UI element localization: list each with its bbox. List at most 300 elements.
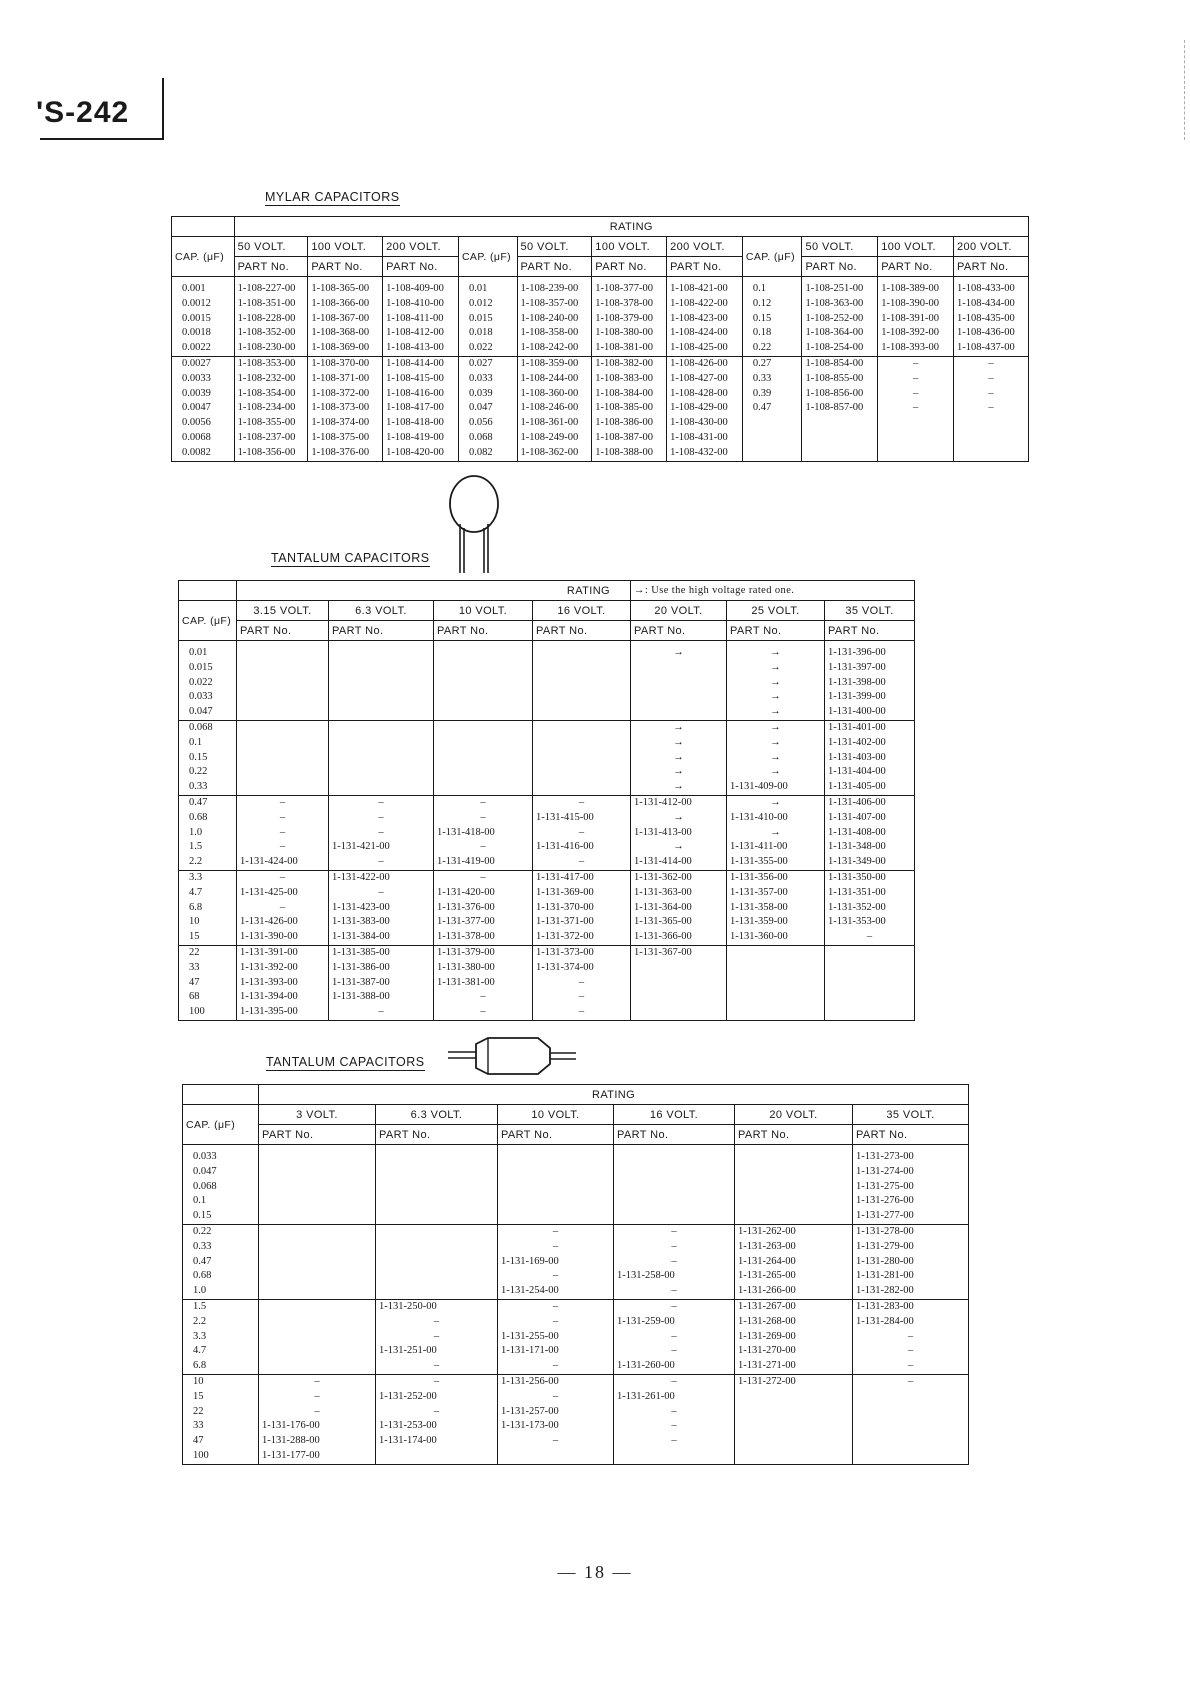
part-number: 1-108-362-00 bbox=[517, 446, 592, 461]
part-number: 1-131-369-00 bbox=[533, 886, 631, 901]
cap-value: 6.8 bbox=[183, 1359, 259, 1374]
cap-value: 0.0082 bbox=[172, 446, 235, 461]
volt-header: 35 VOLT. bbox=[853, 1105, 969, 1125]
part-number: 1-108-426-00 bbox=[667, 356, 743, 371]
part-number bbox=[237, 780, 329, 795]
cap-value: 0.1 bbox=[179, 736, 237, 751]
table-row bbox=[183, 1390, 969, 1405]
cap-value: 0.012 bbox=[458, 297, 517, 312]
part-number: – bbox=[853, 1374, 969, 1389]
part-no-header: PART No. bbox=[735, 1125, 853, 1145]
part-number: 1-131-253-00 bbox=[376, 1419, 498, 1434]
part-number bbox=[735, 1209, 853, 1224]
part-no-header: PART No. bbox=[727, 621, 825, 641]
part-number: 1-108-411-00 bbox=[383, 312, 459, 327]
table-row bbox=[172, 341, 1029, 356]
part-number: 1-131-284-00 bbox=[853, 1315, 969, 1330]
part-number bbox=[533, 780, 631, 795]
part-number: 1-108-410-00 bbox=[383, 297, 459, 312]
part-number bbox=[237, 765, 329, 780]
part-number: – bbox=[878, 372, 954, 387]
part-number bbox=[498, 1209, 614, 1224]
part-number: – bbox=[498, 1269, 614, 1284]
part-number: 1-108-390-00 bbox=[878, 297, 954, 312]
part-number: – bbox=[434, 1005, 533, 1020]
table-row bbox=[172, 446, 1029, 461]
part-number: – bbox=[498, 1359, 614, 1374]
table-row bbox=[172, 372, 1029, 387]
part-number: – bbox=[498, 1434, 614, 1449]
part-number: – bbox=[533, 976, 631, 991]
rating-row bbox=[183, 1085, 969, 1105]
part-number: 1-131-271-00 bbox=[735, 1359, 853, 1374]
part-number: 1-108-379-00 bbox=[592, 312, 667, 327]
table-row bbox=[183, 1419, 969, 1434]
part-number: – bbox=[498, 1224, 614, 1239]
part-number: 1-108-246-00 bbox=[517, 401, 592, 416]
part-number: 1-131-257-00 bbox=[498, 1405, 614, 1420]
cap-value: 0.68 bbox=[183, 1269, 259, 1284]
part-number: 1-131-403-00 bbox=[825, 751, 915, 766]
part-number: 1-108-376-00 bbox=[308, 446, 383, 461]
cap-value: 0.015 bbox=[458, 312, 517, 327]
volt-header: 10 VOLT. bbox=[434, 601, 533, 621]
part-number: 1-131-283-00 bbox=[853, 1299, 969, 1314]
part-number: – bbox=[878, 401, 954, 416]
cap-value: 0.33 bbox=[183, 1240, 259, 1255]
part-number: – bbox=[878, 387, 954, 402]
part-number: – bbox=[498, 1299, 614, 1314]
table-row bbox=[183, 1284, 969, 1299]
part-number bbox=[631, 705, 727, 720]
part-number: 1-131-421-00 bbox=[329, 840, 434, 855]
part-number bbox=[376, 1209, 498, 1224]
part-number: 1-131-173-00 bbox=[498, 1419, 614, 1434]
part-number: 1-108-380-00 bbox=[592, 326, 667, 341]
table-row bbox=[179, 945, 915, 960]
arrow-icon: → bbox=[727, 661, 825, 676]
part-number: 1-108-855-00 bbox=[802, 372, 878, 387]
part-number: 1-108-355-00 bbox=[234, 416, 308, 431]
part-number: 1-108-392-00 bbox=[878, 326, 954, 341]
part-number: 1-131-376-00 bbox=[434, 901, 533, 916]
part-number: 1-108-424-00 bbox=[667, 326, 743, 341]
part-number bbox=[237, 736, 329, 751]
part-number: 1-108-375-00 bbox=[308, 431, 383, 446]
table-row bbox=[183, 1449, 969, 1464]
part-number bbox=[735, 1390, 853, 1405]
part-no-header: PART No. bbox=[853, 1125, 969, 1145]
part-number: – bbox=[614, 1299, 735, 1314]
arrow-icon: → bbox=[631, 751, 727, 766]
part-number: 1-108-415-00 bbox=[383, 372, 459, 387]
part-number bbox=[259, 1194, 376, 1209]
part-number: – bbox=[954, 387, 1029, 402]
part-number: 1-131-269-00 bbox=[735, 1330, 853, 1345]
cap-value: 0.068 bbox=[179, 720, 237, 735]
cap-value: 15 bbox=[183, 1390, 259, 1405]
part-number: – bbox=[237, 795, 329, 810]
volt-header: 25 VOLT. bbox=[727, 601, 825, 621]
part-number: – bbox=[434, 811, 533, 826]
part-number: 1-131-265-00 bbox=[735, 1269, 853, 1284]
part-number bbox=[533, 676, 631, 691]
volt-header: 100 VOLT. bbox=[878, 237, 954, 257]
table-row bbox=[183, 1240, 969, 1255]
part-number bbox=[434, 765, 533, 780]
part-number bbox=[853, 1449, 969, 1464]
part-number: 1-131-372-00 bbox=[533, 930, 631, 945]
part-number: 1-131-384-00 bbox=[329, 930, 434, 945]
part-number: 1-108-389-00 bbox=[878, 277, 954, 297]
part-number bbox=[631, 690, 727, 705]
part-number bbox=[614, 1209, 735, 1224]
part-number: 1-131-410-00 bbox=[727, 811, 825, 826]
volt-header: 6.3 VOLT. bbox=[376, 1105, 498, 1125]
part-number: 1-131-272-00 bbox=[735, 1374, 853, 1389]
part-number bbox=[259, 1330, 376, 1345]
part-number: 1-108-412-00 bbox=[383, 326, 459, 341]
part-number: 1-131-262-00 bbox=[735, 1224, 853, 1239]
volt-header: 200 VOLT. bbox=[954, 237, 1029, 257]
part-number: – bbox=[237, 901, 329, 916]
cap-value: 4.7 bbox=[179, 886, 237, 901]
table-row bbox=[172, 326, 1029, 341]
cap-value: 0.68 bbox=[179, 811, 237, 826]
part-number: 1-131-277-00 bbox=[853, 1209, 969, 1224]
part-number: 1-131-391-00 bbox=[237, 945, 329, 960]
part-number: 1-131-374-00 bbox=[533, 961, 631, 976]
part-number: 1-108-252-00 bbox=[802, 312, 878, 327]
arrow-icon: → bbox=[727, 736, 825, 751]
cap-value: 100 bbox=[179, 1005, 237, 1020]
part-number: 1-108-856-00 bbox=[802, 387, 878, 402]
part-number bbox=[498, 1165, 614, 1180]
table-row bbox=[183, 1299, 969, 1314]
volt-header: 3.15 VOLT. bbox=[237, 601, 329, 621]
part-number bbox=[498, 1194, 614, 1209]
rating-header: RATING bbox=[234, 217, 1028, 237]
table-row bbox=[179, 641, 915, 661]
part-number bbox=[434, 751, 533, 766]
tantalum2-title: TANTALUM CAPACITORS bbox=[266, 1055, 425, 1069]
part-number: 1-131-263-00 bbox=[735, 1240, 853, 1255]
cap-value: 0.033 bbox=[179, 690, 237, 705]
part-number: 1-131-171-00 bbox=[498, 1344, 614, 1359]
part-number: 1-131-177-00 bbox=[259, 1449, 376, 1464]
part-number bbox=[259, 1359, 376, 1374]
part-no-header: PART No. bbox=[376, 1125, 498, 1145]
part-number: 1-131-416-00 bbox=[533, 840, 631, 855]
part-number: 1-131-423-00 bbox=[329, 901, 434, 916]
part-number: – bbox=[376, 1330, 498, 1345]
cap-value: 0.047 bbox=[179, 705, 237, 720]
part-number bbox=[853, 1405, 969, 1420]
part-number: – bbox=[614, 1240, 735, 1255]
part-number: – bbox=[533, 1005, 631, 1020]
cap-header: CAP. (μF) bbox=[183, 1105, 259, 1145]
part-number: 1-108-366-00 bbox=[308, 297, 383, 312]
part-number bbox=[259, 1284, 376, 1299]
part-number bbox=[434, 641, 533, 661]
part-number bbox=[237, 661, 329, 676]
part-number: 1-108-228-00 bbox=[234, 312, 308, 327]
volt-header: 6.3 VOLT. bbox=[329, 601, 434, 621]
part-number bbox=[237, 720, 329, 735]
part-number: 1-131-407-00 bbox=[825, 811, 915, 826]
part-number: 1-131-424-00 bbox=[237, 855, 329, 870]
part-number: 1-131-255-00 bbox=[498, 1330, 614, 1345]
part-number bbox=[237, 676, 329, 691]
part-number bbox=[853, 1419, 969, 1434]
part-number bbox=[954, 446, 1029, 461]
part-number: – bbox=[259, 1374, 376, 1389]
part-number bbox=[376, 1180, 498, 1195]
part-number: 1-108-416-00 bbox=[383, 387, 459, 402]
cap-value: 0.018 bbox=[458, 326, 517, 341]
part-number bbox=[434, 705, 533, 720]
table-row bbox=[179, 811, 915, 826]
part-number bbox=[329, 705, 434, 720]
part-number bbox=[533, 765, 631, 780]
header-rule-horizontal bbox=[40, 138, 164, 140]
part-number: 1-108-433-00 bbox=[954, 277, 1029, 297]
cap-value: 10 bbox=[179, 915, 237, 930]
part-number: 1-108-420-00 bbox=[383, 446, 459, 461]
part-number bbox=[259, 1165, 376, 1180]
part-number bbox=[259, 1315, 376, 1330]
part-no-header: PART No. bbox=[237, 621, 329, 641]
arrow-icon: → bbox=[727, 826, 825, 841]
part-number: 1-131-169-00 bbox=[498, 1255, 614, 1270]
part-no-header: PART No. bbox=[954, 257, 1029, 277]
part-number: – bbox=[259, 1390, 376, 1405]
part-number: 1-108-356-00 bbox=[234, 446, 308, 461]
part-number: 1-108-854-00 bbox=[802, 356, 878, 371]
part-number: – bbox=[434, 795, 533, 810]
cap-value: 0.47 bbox=[179, 795, 237, 810]
part-number: 1-131-409-00 bbox=[727, 780, 825, 795]
table-row bbox=[179, 676, 915, 691]
part-number: 1-131-379-00 bbox=[434, 945, 533, 960]
table-row bbox=[183, 1255, 969, 1270]
part-number: 1-131-353-00 bbox=[825, 915, 915, 930]
part-number: 1-131-264-00 bbox=[735, 1255, 853, 1270]
part-number bbox=[329, 641, 434, 661]
cap-value: 0.39 bbox=[742, 387, 802, 402]
volt-row bbox=[172, 237, 1029, 257]
part-number: 1-131-351-00 bbox=[825, 886, 915, 901]
part-number: 1-108-381-00 bbox=[592, 341, 667, 356]
part-number: 1-131-358-00 bbox=[727, 901, 825, 916]
part-number: 1-108-434-00 bbox=[954, 297, 1029, 312]
part-number: 1-108-357-00 bbox=[517, 297, 592, 312]
cap-value: 22 bbox=[179, 945, 237, 960]
part-number: 1-108-368-00 bbox=[308, 326, 383, 341]
part-number: 1-108-857-00 bbox=[802, 401, 878, 416]
volt-header: 10 VOLT. bbox=[498, 1105, 614, 1125]
part-number: 1-131-390-00 bbox=[237, 930, 329, 945]
part-number bbox=[954, 416, 1029, 431]
part-number: 1-108-435-00 bbox=[954, 312, 1029, 327]
table-row bbox=[179, 976, 915, 991]
part-number: 1-108-374-00 bbox=[308, 416, 383, 431]
volt-header: 35 VOLT. bbox=[825, 601, 915, 621]
part-number: 1-108-371-00 bbox=[308, 372, 383, 387]
axial-capacitor-icon bbox=[448, 1036, 578, 1076]
part-number: 1-131-402-00 bbox=[825, 736, 915, 751]
table-row bbox=[183, 1180, 969, 1195]
part-number bbox=[533, 736, 631, 751]
part-number: 1-108-365-00 bbox=[308, 277, 383, 297]
table-row bbox=[179, 690, 915, 705]
cap-value: 0.0018 bbox=[172, 326, 235, 341]
part-no-header: PART No. bbox=[614, 1125, 735, 1145]
part-number: 1-131-268-00 bbox=[735, 1315, 853, 1330]
header-blank bbox=[183, 1085, 259, 1105]
arrow-icon: → bbox=[727, 751, 825, 766]
part-number: 1-131-419-00 bbox=[434, 855, 533, 870]
cap-value: 0.022 bbox=[179, 676, 237, 691]
table-row bbox=[179, 990, 915, 1005]
part-number: – bbox=[954, 372, 1029, 387]
part-number bbox=[727, 945, 825, 960]
part-number bbox=[614, 1194, 735, 1209]
part-number bbox=[735, 1145, 853, 1165]
table-row bbox=[179, 886, 915, 901]
part-number: 1-131-399-00 bbox=[825, 690, 915, 705]
table-row bbox=[179, 855, 915, 870]
table-row bbox=[172, 312, 1029, 327]
volt-header: 16 VOLT. bbox=[614, 1105, 735, 1125]
part-number bbox=[735, 1419, 853, 1434]
table-row bbox=[172, 277, 1029, 297]
part-row bbox=[183, 1125, 969, 1145]
part-number bbox=[825, 961, 915, 976]
table-row bbox=[179, 901, 915, 916]
part-number bbox=[533, 690, 631, 705]
arrow-icon: → bbox=[631, 736, 727, 751]
cap-value: 0.0068 bbox=[172, 431, 235, 446]
part-number: 1-131-414-00 bbox=[631, 855, 727, 870]
table-row bbox=[183, 1434, 969, 1449]
part-number bbox=[498, 1145, 614, 1165]
part-number: 1-131-280-00 bbox=[853, 1255, 969, 1270]
part-number bbox=[533, 720, 631, 735]
part-number bbox=[376, 1194, 498, 1209]
cap-value: 1.0 bbox=[183, 1284, 259, 1299]
table-row bbox=[172, 387, 1029, 402]
cap-value: 0.22 bbox=[183, 1224, 259, 1239]
part-number: 1-108-227-00 bbox=[234, 277, 308, 297]
part-number: 1-131-352-00 bbox=[825, 901, 915, 916]
part-number: – bbox=[498, 1390, 614, 1405]
part-number: – bbox=[853, 1330, 969, 1345]
part-number: – bbox=[614, 1405, 735, 1420]
part-number bbox=[434, 690, 533, 705]
part-no-header: PART No. bbox=[631, 621, 727, 641]
part-number bbox=[533, 641, 631, 661]
cap-value: 0.047 bbox=[183, 1165, 259, 1180]
part-number bbox=[329, 720, 434, 735]
part-number bbox=[376, 1269, 498, 1284]
part-number: 1-131-252-00 bbox=[376, 1390, 498, 1405]
part-no-header: PART No. bbox=[533, 621, 631, 641]
arrow-icon: → bbox=[631, 780, 727, 795]
part-number bbox=[259, 1255, 376, 1270]
part-number: – bbox=[376, 1315, 498, 1330]
part-number: 1-131-398-00 bbox=[825, 676, 915, 691]
rating-row bbox=[172, 217, 1029, 237]
part-number: – bbox=[329, 855, 434, 870]
part-number bbox=[735, 1449, 853, 1464]
part-number: 1-108-373-00 bbox=[308, 401, 383, 416]
volt-header: 3 VOLT. bbox=[259, 1105, 376, 1125]
table-row bbox=[179, 1005, 915, 1020]
header-blank bbox=[179, 581, 237, 601]
part-number: 1-131-408-00 bbox=[825, 826, 915, 841]
part-number: 1-131-373-00 bbox=[533, 945, 631, 960]
part-number bbox=[631, 990, 727, 1005]
part-number bbox=[825, 945, 915, 960]
part-number: 1-131-412-00 bbox=[631, 795, 727, 810]
part-number: 1-108-358-00 bbox=[517, 326, 592, 341]
part-number: 1-108-417-00 bbox=[383, 401, 459, 416]
part-number: 1-108-431-00 bbox=[667, 431, 743, 446]
part-number bbox=[376, 1255, 498, 1270]
part-number: – bbox=[376, 1359, 498, 1374]
part-number bbox=[825, 976, 915, 991]
part-number: 1-108-244-00 bbox=[517, 372, 592, 387]
volt-row bbox=[183, 1105, 969, 1125]
part-number bbox=[533, 751, 631, 766]
cap-header: CAP. (μF) bbox=[458, 237, 517, 277]
part-number: 1-131-397-00 bbox=[825, 661, 915, 676]
part-number: 1-131-396-00 bbox=[825, 641, 915, 661]
part-number: 1-131-417-00 bbox=[533, 870, 631, 885]
part-number: 1-131-366-00 bbox=[631, 930, 727, 945]
part-number: 1-131-363-00 bbox=[631, 886, 727, 901]
cap-value: 22 bbox=[183, 1405, 259, 1420]
cap-value: 0.027 bbox=[458, 356, 517, 371]
table-row bbox=[172, 297, 1029, 312]
part-number: 1-131-288-00 bbox=[259, 1434, 376, 1449]
part-number: 1-131-251-00 bbox=[376, 1344, 498, 1359]
cap-value: 0.047 bbox=[458, 401, 517, 416]
part-number: – bbox=[533, 795, 631, 810]
volt-header: 200 VOLT. bbox=[667, 237, 743, 257]
cap-value: 4.7 bbox=[183, 1344, 259, 1359]
part-number: 1-108-382-00 bbox=[592, 356, 667, 371]
part-number: 1-108-421-00 bbox=[667, 277, 743, 297]
part-number: – bbox=[614, 1330, 735, 1345]
part-number bbox=[614, 1449, 735, 1464]
part-number bbox=[376, 1224, 498, 1239]
cap-value: 0.1 bbox=[183, 1194, 259, 1209]
part-number: 1-131-350-00 bbox=[825, 870, 915, 885]
part-number: – bbox=[614, 1419, 735, 1434]
table-row bbox=[183, 1315, 969, 1330]
table-row bbox=[183, 1224, 969, 1239]
part-no-header: PART No. bbox=[434, 621, 533, 641]
cap-value: 0.068 bbox=[458, 431, 517, 446]
part-number: 1-108-393-00 bbox=[878, 341, 954, 356]
part-number: 1-131-405-00 bbox=[825, 780, 915, 795]
part-number: 1-131-371-00 bbox=[533, 915, 631, 930]
cap-value: 0.039 bbox=[458, 387, 517, 402]
part-number bbox=[735, 1434, 853, 1449]
cap-value: 0.22 bbox=[179, 765, 237, 780]
